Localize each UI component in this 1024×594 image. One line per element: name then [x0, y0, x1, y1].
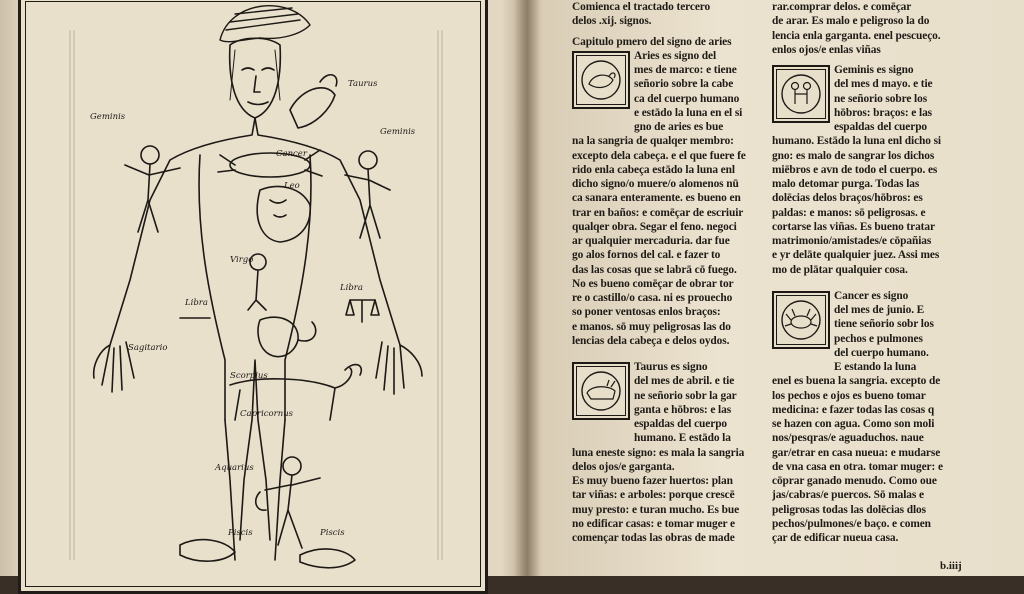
- gemini-line: hōbros: braços: e las: [834, 106, 932, 119]
- head: [230, 38, 281, 118]
- text-line: dicho signo/o muere/o alomenos nū: [572, 178, 739, 190]
- text-line: nos/pesqras/e aguaduchos. naue: [772, 432, 924, 445]
- ram-head-hat: [220, 6, 310, 42]
- label-gemini-left: Geminis: [90, 112, 126, 122]
- text-line: de vna casa en otra. tomar muger: e: [772, 460, 943, 473]
- aries-line: ca del cuerpo humano: [634, 92, 740, 105]
- text-line: go alos fornos del cal. e fazer to: [572, 249, 721, 262]
- label-sagittarius: Sagitario: [128, 343, 168, 353]
- leo-lion: [257, 186, 310, 242]
- text-line: qualqer obra. Segar el feno. negoci: [572, 220, 737, 233]
- taurus-section: [572, 360, 760, 446]
- gemini-line: ne señorio sobre los: [834, 92, 928, 105]
- label-gemini-right: Geminis: [380, 127, 416, 137]
- right-hand: [376, 342, 422, 394]
- aries-text: [572, 134, 760, 348]
- signature-mark: b.iiij: [940, 560, 962, 572]
- gemini-twins-icon: [779, 72, 823, 116]
- text-line: rar.comprar delos. e comēçar: [772, 1, 912, 13]
- gemini-line: Geminis es signo: [834, 64, 914, 76]
- text-line: Es muy bueno fazer huertos: plan: [572, 475, 733, 487]
- cancer-text: [772, 374, 972, 545]
- ram-figure: [290, 75, 337, 128]
- gemini-right-figure: [345, 151, 390, 238]
- text-line: gar/etrar en casa nueua: e mudarse: [772, 446, 941, 459]
- text-line: na la sangria de qualqer membro:: [572, 135, 734, 148]
- label-scorpio: Scorpius: [230, 371, 268, 381]
- text-line: enel es buena la sangria. excepto de: [772, 375, 941, 388]
- pisces-fishes: [180, 540, 355, 568]
- text-line: miēbros e avn de todo el cuerpo. es: [772, 163, 938, 176]
- text-line: de arar. Es malo e peligroso la do: [772, 15, 930, 28]
- taurus-woodcut-box: [572, 362, 630, 420]
- right-page: [540, 0, 1024, 576]
- text-line: lencia enla garganta. enel pescueço.: [772, 29, 941, 42]
- gemini-woodcut-box: [772, 65, 830, 123]
- gemini-text: [772, 149, 972, 277]
- text-line: No es bueno comēçar de obrar tor: [572, 277, 734, 290]
- zodiac-man-woodcut: [30, 0, 480, 576]
- taurus-text: [572, 446, 760, 546]
- text-line: cōprar ganado menudo. Como oue: [772, 475, 937, 487]
- text-line: tar viñas: e arboles: porque crescē: [572, 489, 735, 502]
- text-line: matrimonio/amistades/e cōpañias: [772, 235, 932, 247]
- taurus-line: ganta e hōbros: e las: [634, 403, 732, 416]
- gemini-line: del mes d mayo. e tie: [834, 78, 933, 91]
- header-line: delos .xij. signos.: [572, 15, 652, 28]
- label-virgo: Virgo: [230, 255, 254, 265]
- cancer-line: tiene señorio sobr los: [834, 318, 934, 331]
- label-aquarius: Aquarius: [215, 463, 254, 473]
- text-line: peligrosas todas las dolēcias dlos: [772, 503, 926, 516]
- cancer-woodcut-box: [772, 291, 830, 349]
- label-libra-right: Libra: [340, 283, 363, 293]
- cancer-section: [772, 289, 972, 375]
- cancer-line: Cancer es signo: [834, 289, 909, 302]
- aries-woodcut-box: [572, 51, 630, 109]
- text-line: e manos. sō muy peligrosas las do: [572, 320, 731, 333]
- aries-line: gno de aries es bue: [634, 121, 724, 133]
- zodiac-labels: [90, 79, 416, 538]
- aries-ram-icon: [579, 58, 623, 102]
- chapter-title: Capitulo pmero del signo de aries: [572, 35, 732, 48]
- gemini-section: [772, 63, 972, 134]
- text-line: malo detomar purga. Todas las: [772, 178, 920, 190]
- label-pisces-right: Piscis: [320, 528, 345, 538]
- text-column-right: [772, 0, 972, 545]
- continued-text: [772, 0, 972, 57]
- treatise-header: [572, 0, 760, 29]
- aries-section: [572, 49, 760, 135]
- cancer-line: del cuerpo humano.: [834, 346, 929, 359]
- taurus-bull-icon: [579, 369, 623, 413]
- text-line: pechos/pulmones/e baço. e comen: [772, 517, 931, 530]
- taurus-line: ne señorio sobr la gar: [634, 389, 737, 402]
- label-taurus: Taurus: [348, 79, 378, 89]
- label-libra-left: Libra: [185, 298, 208, 308]
- text-line: ar qualquier mercaduria. dar fue: [572, 235, 730, 247]
- left-page: [0, 0, 520, 576]
- text-line: rido enla cabeça estādo la luna enl: [572, 163, 735, 176]
- aries-line: Aries es signo del: [634, 49, 717, 62]
- text-line: lencias dela cabeça e delos oydos.: [572, 334, 730, 347]
- taurus-line: del mes de abril. e tie: [634, 375, 735, 388]
- text-line: paldas: e manos: sō peligrosas. e: [772, 206, 926, 219]
- text-line: luna eneste signo: es mala la sangria: [572, 446, 745, 459]
- text-line: e yr delāte qualquier juez. Assi mes: [772, 249, 940, 262]
- header-line: Comienca el tractado tercero: [572, 1, 711, 13]
- text-line: jas/cabras/e puercos. Sō malas e: [772, 489, 924, 502]
- text-line: no edificar casas: e tomar muger e: [572, 517, 735, 530]
- text-line: excepto dela cabeça. e el que fuere fe: [572, 149, 746, 162]
- gemini-line: humano. Estādo la luna enl dicho si: [772, 135, 941, 148]
- text-line: trar en baños: e comēçar de escriuir: [572, 206, 744, 219]
- cancer-line: E estando la luna: [834, 361, 917, 373]
- text-line: medicina: e fazer todas las cosas q: [772, 403, 935, 416]
- label-capricorn: Capricornus: [240, 409, 294, 419]
- text-line: cortarse las viñas. Es bueno tratar: [772, 220, 935, 233]
- label-cancer: Cancer: [276, 149, 307, 159]
- text-line: enlos ojos/e enlas viñas: [772, 43, 881, 56]
- taurus-line: espaldas del cuerpo: [634, 418, 728, 430]
- text-line: gno: es malo de sangrar los dichos: [772, 149, 935, 162]
- aries-line: e estādo la luna en el si: [634, 106, 743, 119]
- gemini-line: espaldas del cuerpo: [834, 121, 928, 133]
- cancer-line: del mes de junio. E: [834, 304, 925, 316]
- text-line: delos ojos/e garganta.: [572, 460, 675, 473]
- text-line: çar de edificar nueua casa.: [772, 532, 899, 544]
- cancer-crab-icon: [779, 298, 823, 342]
- cancer-line: pechos e pulmones: [834, 332, 923, 345]
- aries-line: mes de marco: e tiene: [634, 64, 737, 76]
- text-line: muy presto: e turan mucho. Es bue: [572, 503, 740, 516]
- torso: [110, 118, 400, 560]
- taurus-line: humano. E estādo la: [634, 432, 731, 445]
- text-line: començar todas las obras de made: [572, 532, 735, 544]
- taurus-line: Taurus es signo: [634, 361, 708, 373]
- aries-line: señorio sobre la cabe: [634, 78, 734, 91]
- libra-scales: [180, 300, 379, 322]
- text-line: mo de plātar qualquier cosa.: [772, 263, 908, 276]
- label-pisces-left: Piscis: [228, 528, 253, 538]
- text-column-left: [572, 0, 760, 545]
- text-line: ca sanara enteramente. es bueno en: [572, 192, 741, 205]
- text-line: se hazen con agua. Como son moli: [772, 418, 935, 430]
- text-line: dolēcias delos braços/hōbros: es: [772, 192, 923, 205]
- text-line: los pechos e ojos es bueno tomar: [772, 389, 926, 402]
- text-line: re o castillo/o casa. ni es prouecho: [572, 292, 733, 304]
- text-line: so poner ventosas enlos braços:: [572, 306, 721, 319]
- label-leo: Leo: [284, 181, 300, 191]
- text-line: das las cosas que se labrā cō fuego.: [572, 263, 737, 276]
